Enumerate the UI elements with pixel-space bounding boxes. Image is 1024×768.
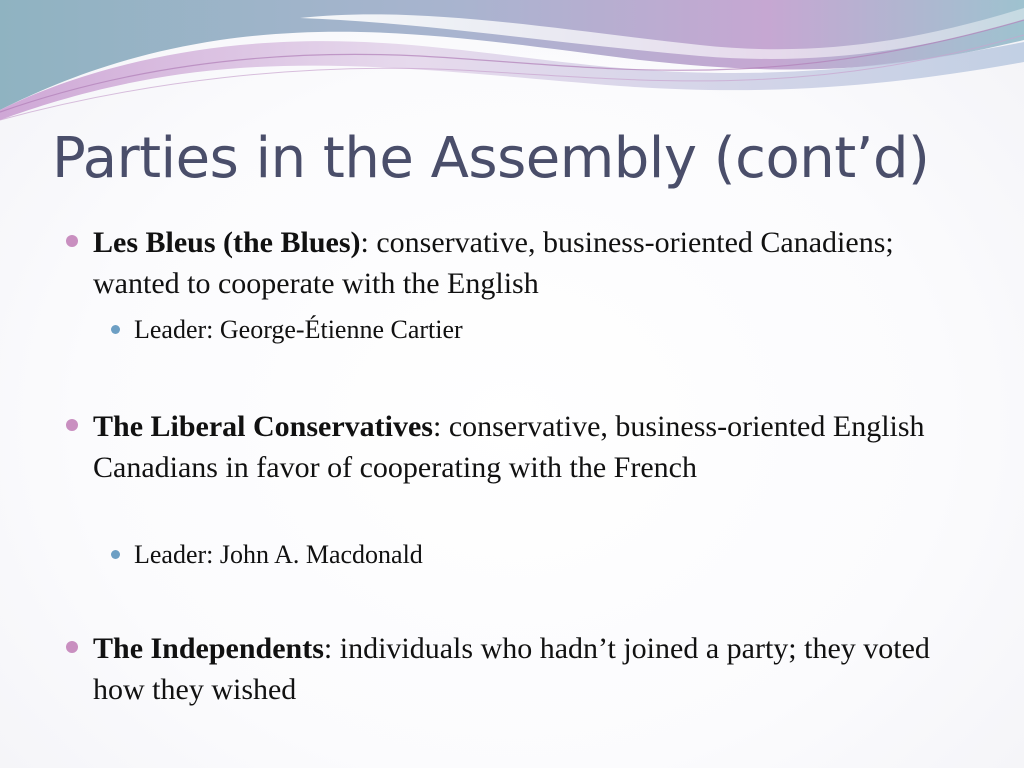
sub-bullet-leader-macdonald <box>134 538 934 572</box>
sub-bullet-dot-icon <box>111 325 120 334</box>
bullet-description: : individuals who hadn’t joined a party; they voted how they wished <box>93 632 930 706</box>
bullet-les-bleus <box>93 222 973 304</box>
bullet-term: The Independents <box>93 632 324 665</box>
sub-bullet-text: Leader: John A. Macdonald <box>134 540 423 569</box>
bullet-description: : conservative, business-oriented English Canadians in favor of cooperating with the French <box>93 410 925 484</box>
bullet-dot-icon <box>66 641 78 653</box>
bullet-dot-icon <box>66 419 78 431</box>
sub-bullet-text: Leader: George-Étienne Cartier <box>134 315 463 344</box>
bullet-term: The Liberal Conservatives <box>93 410 433 443</box>
bullet-dot-icon <box>66 235 78 247</box>
slide-title: Parties in the Assembly (cont’d) <box>52 126 930 191</box>
bullet-independents <box>93 628 973 710</box>
bullet-term: Les Bleus (the Blues) <box>93 226 361 259</box>
bullet-description: : conservative, business-oriented Canadiens; wanted to cooperate with the English <box>93 226 894 300</box>
bullet-liberal-conservatives <box>93 406 973 488</box>
sub-bullet-dot-icon <box>111 550 120 559</box>
sub-bullet-leader-cartier <box>134 313 934 347</box>
